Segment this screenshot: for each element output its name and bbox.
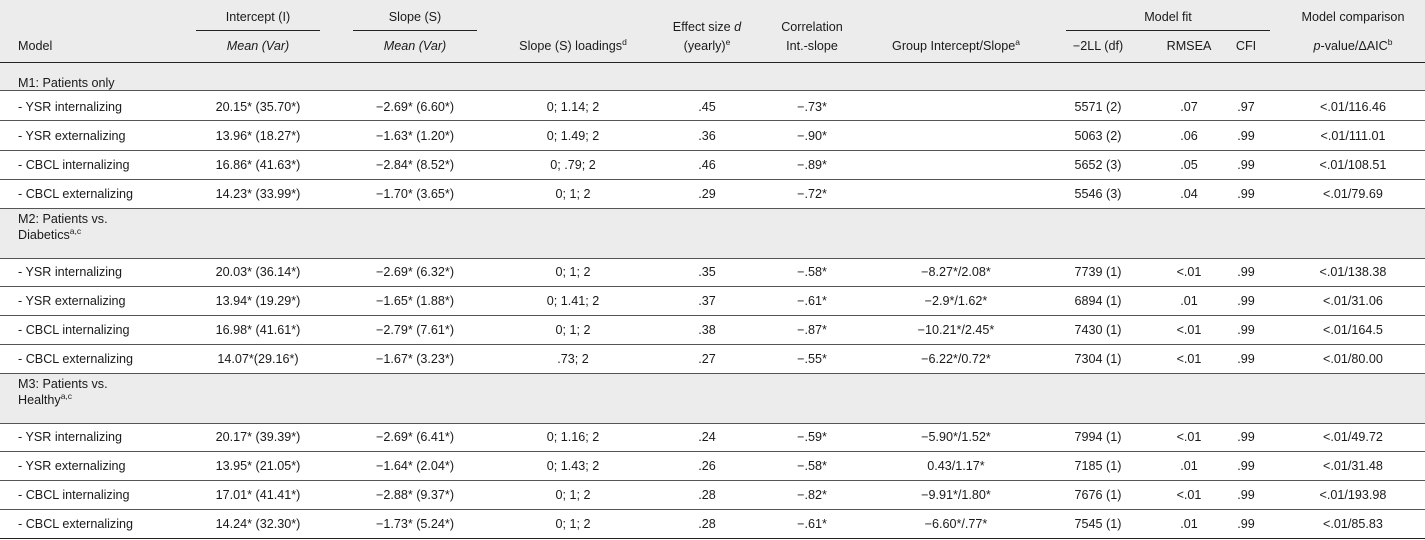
cfi-cell: .99	[1237, 459, 1255, 473]
row-rule	[0, 480, 1425, 481]
cfi-cell: .99	[1237, 187, 1255, 201]
row-rule	[0, 315, 1425, 316]
slope-cell: −1.65* (1.88*)	[375, 294, 455, 308]
correlation-cell: −.61*	[797, 517, 827, 531]
rmsea-cell: .07	[1180, 100, 1198, 114]
section-title: Diabetics$^{a,c}$	[18, 226, 82, 242]
comparison-cell: <.01/49.72	[1323, 430, 1383, 444]
rmsea-cell: .04	[1180, 187, 1198, 201]
row-label: - CBCL internalizing	[18, 488, 130, 502]
effect-size-cell: .29	[698, 187, 716, 201]
intercept-cell: 13.96* (18.27*)	[215, 129, 301, 143]
effect-size-cell: .28	[698, 488, 716, 502]
correlation-cell: −.89*	[797, 158, 827, 172]
effect-size-cell: .27	[698, 352, 716, 366]
row-rule	[0, 286, 1425, 287]
correlation-cell: −.58*	[797, 265, 827, 279]
correlation-cell: −.61*	[797, 294, 827, 308]
slope-cell: −1.67* (3.23*)	[375, 352, 455, 366]
effect-size-cell: .36	[698, 129, 716, 143]
model-comparison-group-header: Model comparison	[1301, 10, 1405, 24]
row-rule	[0, 90, 1425, 91]
cfi-cell: .97	[1237, 100, 1255, 114]
group-cell: −5.90*/1.52*	[921, 430, 991, 444]
comparison-cell: <.01/116.46	[1320, 100, 1386, 114]
effect-size-cell: .24	[698, 430, 716, 444]
intercept-group-header: Intercept (I)	[225, 10, 291, 24]
effect-size-cell: .28	[698, 517, 716, 531]
effect-size-header-line2: (yearly)$^e$	[683, 37, 731, 53]
section-title: M1: Patients only	[18, 76, 115, 90]
loadings-cell: 0; 1.43; 2	[546, 459, 600, 473]
group-cell: 0.43/1.17*	[927, 459, 985, 473]
loadings-cell: 0; 1; 2	[555, 517, 591, 531]
loadings-cell: 0; 1; 2	[555, 488, 591, 502]
section-band	[0, 373, 1425, 423]
ll-cell: 7545 (1)	[1074, 517, 1122, 531]
rmsea-cell: .01	[1180, 459, 1198, 473]
intercept-cell: 13.95* (21.05*)	[215, 459, 301, 473]
section-band	[0, 208, 1425, 258]
intercept-cell: 20.17* (39.39*)	[215, 430, 301, 444]
row-rule	[0, 423, 1425, 424]
loadings-cell: 0; 1; 2	[555, 187, 591, 201]
row-label: - YSR internalizing	[18, 265, 123, 279]
row-label: - YSR externalizing	[18, 294, 126, 308]
section-band	[0, 63, 1425, 90]
loadings-cell: 0; 1; 2	[555, 265, 591, 279]
cfi-cell: .99	[1237, 158, 1255, 172]
ll-cell: 5652 (3)	[1074, 158, 1122, 172]
intercept-cell: 14.23* (33.99*)	[215, 187, 301, 201]
group-cell: −10.21*/2.45*	[917, 323, 995, 337]
loadings-cell: 0; 1.49; 2	[546, 129, 600, 143]
slope-header-rule	[353, 30, 477, 31]
correlation-cell: −.72*	[797, 187, 827, 201]
effect-size-cell: .37	[698, 294, 716, 308]
effect-size-cell: .35	[698, 265, 716, 279]
ll-cell: 7304 (1)	[1074, 352, 1122, 366]
ll-cell: 5546 (3)	[1074, 187, 1122, 201]
model-column-header: Model	[18, 39, 53, 53]
slope-cell: −1.70* (3.65*)	[375, 187, 455, 201]
comparison-cell: <.01/108.51	[1319, 158, 1387, 172]
cfi-header: CFI	[1235, 39, 1257, 53]
intercept-cell: 14.24* (32.30*)	[215, 517, 301, 531]
cfi-cell: .99	[1237, 323, 1255, 337]
row-rule	[0, 179, 1425, 180]
cfi-cell: .99	[1237, 488, 1255, 502]
ll-cell: 7185 (1)	[1074, 459, 1122, 473]
loadings-cell: 0; .79; 2	[550, 158, 596, 172]
row-label: - YSR externalizing	[18, 459, 126, 473]
loadings-cell: 0; 1.16; 2	[546, 430, 600, 444]
cfi-cell: .99	[1237, 430, 1255, 444]
cfi-cell: .99	[1237, 517, 1255, 531]
rmsea-cell: <.01	[1176, 265, 1202, 279]
ll-cell: 7430 (1)	[1074, 323, 1122, 337]
ll-cell: 5571 (2)	[1074, 100, 1122, 114]
loadings-cell: 0; 1.14; 2	[546, 100, 600, 114]
row-rule	[0, 208, 1425, 209]
effect-size-header-line1: Effect size d	[672, 20, 742, 34]
group-cell: −8.27*/2.08*	[921, 265, 991, 279]
loadings-cell: .73; 2	[557, 352, 589, 366]
correlation-cell: −.58*	[797, 459, 827, 473]
group-cell: −2.9*/1.62*	[924, 294, 988, 308]
model-fit-group-header: Model fit	[1144, 10, 1192, 24]
slope-subheader: Mean (Var)	[383, 39, 447, 53]
section-title: Healthy$^{a,c}$	[18, 391, 73, 407]
rmsea-cell: <.01	[1176, 323, 1202, 337]
ll-header: −2LL (df)	[1072, 39, 1124, 53]
comparison-cell: <.01/31.06	[1323, 294, 1383, 308]
loadings-cell: 0; 1; 2	[555, 323, 591, 337]
correlation-header-line2: Int.-slope	[786, 39, 838, 53]
model-fit-header-rule	[1066, 30, 1270, 31]
effect-size-cell: .26	[698, 459, 716, 473]
intercept-cell: 20.03* (36.14*)	[215, 265, 301, 279]
correlation-cell: −.90*	[797, 129, 827, 143]
row-label: - YSR internalizing	[18, 430, 123, 444]
comparison-subheader: p-value/ΔAIC$^b$	[1313, 37, 1393, 53]
row-label: - CBCL externalizing	[18, 517, 134, 531]
cfi-cell: .99	[1237, 265, 1255, 279]
intercept-cell: 17.01* (41.41*)	[215, 488, 301, 502]
row-rule	[0, 120, 1425, 121]
slope-cell: −2.69* (6.60*)	[375, 100, 455, 114]
rmsea-cell: .01	[1180, 294, 1198, 308]
section-title: M2: Patients vs.	[18, 212, 108, 226]
group-cell: −6.22*/0.72*	[921, 352, 991, 366]
effect-size-cell: .38	[698, 323, 716, 337]
intercept-subheader: Mean (Var)	[226, 39, 290, 53]
row-label: - CBCL internalizing	[18, 323, 130, 337]
correlation-cell: −.87*	[797, 323, 827, 337]
row-rule	[0, 150, 1425, 151]
loadings-header: Slope (S) loadings$^d$	[519, 37, 627, 53]
group-cell: −9.91*/1.80*	[921, 488, 991, 502]
slope-cell: −2.79* (7.61*)	[375, 323, 455, 337]
intercept-cell: 16.86* (41.63*)	[215, 158, 301, 172]
row-rule	[0, 538, 1425, 539]
section-title: M3: Patients vs.	[18, 377, 108, 391]
comparison-cell: <.01/79.69	[1323, 187, 1383, 201]
rmsea-cell: <.01	[1176, 352, 1202, 366]
slope-cell: −1.63* (1.20*)	[375, 129, 455, 143]
intercept-cell: 16.98* (41.61*)	[215, 323, 301, 337]
cfi-cell: .99	[1237, 352, 1255, 366]
slope-cell: −2.88* (9.37*)	[375, 488, 455, 502]
row-label: - CBCL internalizing	[18, 158, 130, 172]
group-header: Group Intercept/Slope$^a$	[892, 37, 1020, 53]
intercept-cell: 13.94* (19.29*)	[215, 294, 301, 308]
intercept-cell: 14.07*(29.16*)	[217, 352, 299, 366]
cfi-cell: .99	[1237, 294, 1255, 308]
comparison-cell: <.01/80.00	[1323, 352, 1383, 366]
row-rule	[0, 373, 1425, 374]
ll-cell: 7676 (1)	[1074, 488, 1122, 502]
comparison-cell: <.01/138.38	[1319, 265, 1387, 279]
comparison-cell: <.01/31.48	[1323, 459, 1383, 473]
rmsea-cell: .06	[1180, 129, 1198, 143]
ll-cell: 5063 (2)	[1074, 129, 1122, 143]
row-label: - YSR externalizing	[18, 129, 126, 143]
ll-cell: 6894 (1)	[1074, 294, 1122, 308]
cfi-cell: .99	[1237, 129, 1255, 143]
rmsea-header: RMSEA	[1166, 39, 1212, 53]
rmsea-cell: <.01	[1176, 488, 1202, 502]
slope-cell: −1.64* (2.04*)	[375, 459, 455, 473]
comparison-cell: <.01/164.5	[1323, 323, 1383, 337]
comparison-cell: <.01/85.83	[1323, 517, 1383, 531]
ll-cell: 7739 (1)	[1074, 265, 1122, 279]
slope-cell: −2.69* (6.32*)	[375, 265, 455, 279]
row-rule	[0, 509, 1425, 510]
row-rule	[0, 258, 1425, 259]
intercept-header-rule	[196, 30, 320, 31]
correlation-cell: −.55*	[797, 352, 827, 366]
comparison-cell: <.01/111.01	[1320, 129, 1386, 143]
row-label: - YSR internalizing	[18, 100, 123, 114]
rmsea-cell: .05	[1180, 158, 1198, 172]
row-rule	[0, 451, 1425, 452]
row-label: - CBCL externalizing	[18, 187, 134, 201]
effect-size-cell: .46	[698, 158, 716, 172]
rmsea-cell: .01	[1180, 517, 1198, 531]
effect-size-cell: .45	[698, 100, 716, 114]
ll-cell: 7994 (1)	[1074, 430, 1122, 444]
slope-cell: −2.69* (6.41*)	[375, 430, 455, 444]
group-cell: −6.60*/.77*	[924, 517, 988, 531]
row-rule	[0, 344, 1425, 345]
correlation-cell: −.59*	[797, 430, 827, 444]
correlation-cell: −.82*	[797, 488, 827, 502]
intercept-cell: 20.15* (35.70*)	[215, 100, 301, 114]
row-label: - CBCL externalizing	[18, 352, 134, 366]
rmsea-cell: <.01	[1176, 430, 1202, 444]
slope-group-header: Slope (S)	[388, 10, 442, 24]
correlation-header-line1: Correlation	[781, 20, 843, 34]
correlation-cell: −.73*	[797, 100, 827, 114]
comparison-cell: <.01/193.98	[1319, 488, 1387, 502]
slope-cell: −1.73* (5.24*)	[375, 517, 455, 531]
slope-cell: −2.84* (8.52*)	[375, 158, 455, 172]
loadings-cell: 0; 1.41; 2	[546, 294, 600, 308]
